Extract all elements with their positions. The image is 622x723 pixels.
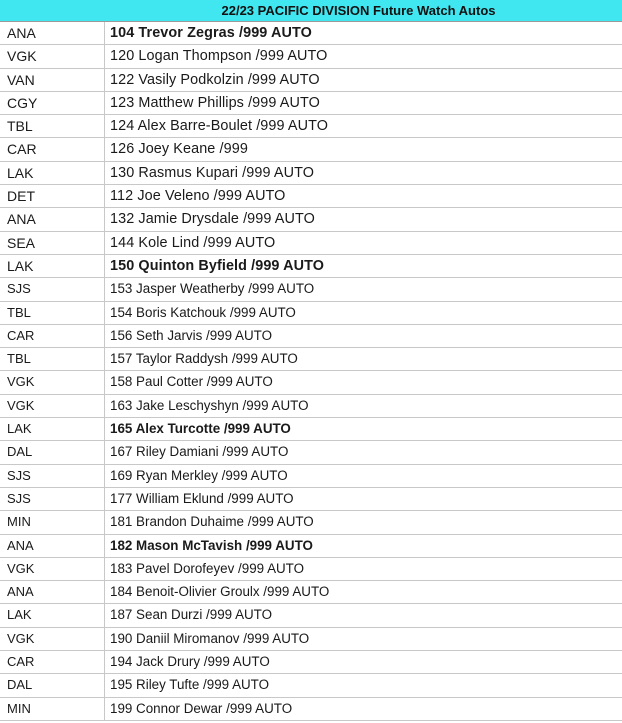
table-row[interactable] bbox=[0, 651, 622, 674]
table-row[interactable] bbox=[0, 604, 622, 627]
card-cell[interactable]: 190 Daniil Miromanov /999 AUTO bbox=[110, 630, 310, 646]
table-row[interactable] bbox=[0, 22, 622, 45]
card-cell[interactable]: 104 Trevor Zegras /999 AUTO bbox=[110, 25, 312, 41]
card-cell[interactable]: 199 Connor Dewar /999 AUTO bbox=[110, 700, 293, 716]
card-cell[interactable]: 130 Rasmus Kupari /999 AUTO bbox=[110, 164, 315, 181]
table-row[interactable] bbox=[0, 302, 622, 325]
team-cell[interactable]: MIN bbox=[0, 698, 105, 720]
card-cell[interactable]: 153 Jasper Weatherby /999 AUTO bbox=[110, 281, 315, 297]
card-cell[interactable]: 163 Jake Leschyshyn /999 AUTO bbox=[110, 397, 309, 413]
table-row[interactable] bbox=[0, 255, 622, 278]
team-cell[interactable]: DAL bbox=[0, 674, 105, 696]
table-row[interactable] bbox=[0, 371, 622, 394]
card-cell[interactable]: 169 Ryan Merkley /999 AUTO bbox=[110, 467, 288, 483]
table-row[interactable] bbox=[0, 138, 622, 161]
table-row[interactable] bbox=[0, 465, 622, 488]
card-cell[interactable]: 154 Boris Katchouk /999 AUTO bbox=[110, 304, 296, 320]
card-cell[interactable]: 144 Kole Lind /999 AUTO bbox=[110, 234, 276, 251]
card-cell[interactable]: 122 Vasily Podkolzin /999 AUTO bbox=[110, 71, 320, 88]
table-row[interactable] bbox=[0, 674, 622, 697]
team-cell[interactable]: VGK bbox=[0, 371, 105, 393]
table-row[interactable] bbox=[0, 535, 622, 558]
table-row[interactable] bbox=[0, 325, 622, 348]
team-cell[interactable]: SJS bbox=[0, 488, 105, 510]
team-cell[interactable]: CAR bbox=[0, 138, 105, 160]
table-row[interactable] bbox=[0, 69, 622, 92]
table-row[interactable] bbox=[0, 185, 622, 208]
team-cell[interactable]: SJS bbox=[0, 465, 105, 487]
card-cell[interactable]: 183 Pavel Dorofeyev /999 AUTO bbox=[110, 560, 305, 576]
card-cell[interactable]: 150 Quinton Byfield /999 AUTO bbox=[110, 257, 325, 274]
card-cell[interactable]: 112 Joe Veleno /999 AUTO bbox=[110, 188, 286, 205]
table-row[interactable] bbox=[0, 348, 622, 371]
card-cell[interactable]: 165 Alex Turcotte /999 AUTO bbox=[110, 421, 291, 437]
team-cell[interactable]: SJS bbox=[0, 278, 105, 300]
team-cell[interactable]: ANA bbox=[0, 535, 105, 557]
table-row[interactable] bbox=[0, 558, 622, 581]
table-row[interactable] bbox=[0, 45, 622, 68]
table-row[interactable] bbox=[0, 278, 622, 301]
card-cell[interactable]: 187 Sean Durzi /999 AUTO bbox=[110, 607, 273, 623]
team-cell[interactable]: VGK bbox=[0, 395, 105, 417]
card-cell[interactable]: 177 William Eklund /999 AUTO bbox=[110, 490, 294, 506]
card-cell[interactable]: 194 Jack Drury /999 AUTO bbox=[110, 654, 270, 670]
card-cell[interactable]: 182 Mason McTavish /999 AUTO bbox=[110, 537, 313, 553]
team-cell[interactable]: LAK bbox=[0, 418, 105, 440]
card-cell[interactable]: 157 Taylor Raddysh /999 AUTO bbox=[110, 351, 298, 367]
team-cell[interactable]: ANA bbox=[0, 22, 105, 44]
table-row[interactable] bbox=[0, 208, 622, 231]
card-cell[interactable]: 156 Seth Jarvis /999 AUTO bbox=[110, 327, 273, 343]
rows-container bbox=[0, 22, 622, 721]
card-cell[interactable]: 181 Brandon Duhaime /999 AUTO bbox=[110, 514, 314, 530]
card-cell[interactable]: 123 Matthew Phillips /999 AUTO bbox=[110, 94, 320, 111]
team-cell[interactable]: TBL bbox=[0, 115, 105, 137]
team-cell[interactable]: SEA bbox=[0, 232, 105, 254]
team-cell[interactable]: VGK bbox=[0, 558, 105, 580]
card-cell[interactable]: 167 Riley Damiani /999 AUTO bbox=[110, 444, 289, 460]
team-cell[interactable]: VGK bbox=[0, 628, 105, 650]
table-row[interactable] bbox=[0, 92, 622, 115]
table-row[interactable] bbox=[0, 115, 622, 138]
table-row[interactable] bbox=[0, 698, 622, 721]
card-cell[interactable]: 124 Alex Barre-Boulet /999 AUTO bbox=[110, 118, 329, 135]
card-cell[interactable]: 184 Benoit-Olivier Groulx /999 AUTO bbox=[110, 584, 330, 600]
sheet-title: 22/23 PACIFIC DIVISION Future Watch Autos bbox=[0, 0, 622, 22]
team-cell[interactable]: CAR bbox=[0, 651, 105, 673]
team-cell[interactable]: CAR bbox=[0, 325, 105, 347]
team-cell[interactable]: LAK bbox=[0, 604, 105, 626]
team-cell[interactable]: VGK bbox=[0, 45, 105, 67]
team-cell[interactable]: DAL bbox=[0, 441, 105, 463]
card-cell[interactable]: 132 Jamie Drysdale /999 AUTO bbox=[110, 211, 315, 228]
card-cell[interactable]: 126 Joey Keane /999 bbox=[110, 141, 248, 158]
table-row[interactable] bbox=[0, 232, 622, 255]
team-cell[interactable]: CGY bbox=[0, 92, 105, 114]
team-cell[interactable]: VAN bbox=[0, 69, 105, 91]
team-cell[interactable]: LAK bbox=[0, 255, 105, 277]
card-cell[interactable]: 120 Logan Thompson /999 AUTO bbox=[110, 48, 328, 65]
table-row[interactable] bbox=[0, 488, 622, 511]
table-row[interactable] bbox=[0, 162, 622, 185]
card-cell[interactable]: 195 Riley Tufte /999 AUTO bbox=[110, 677, 270, 693]
team-cell[interactable]: MIN bbox=[0, 511, 105, 533]
table-row[interactable] bbox=[0, 511, 622, 534]
team-cell[interactable]: TBL bbox=[0, 302, 105, 324]
team-cell[interactable]: ANA bbox=[0, 208, 105, 230]
table-row[interactable] bbox=[0, 418, 622, 441]
table-row[interactable] bbox=[0, 441, 622, 464]
table-row[interactable] bbox=[0, 581, 622, 604]
team-cell[interactable]: ANA bbox=[0, 581, 105, 603]
team-cell[interactable]: LAK bbox=[0, 162, 105, 184]
team-cell[interactable]: DET bbox=[0, 185, 105, 207]
table-row[interactable] bbox=[0, 395, 622, 418]
card-cell[interactable]: 158 Paul Cotter /999 AUTO bbox=[110, 374, 273, 390]
table-row[interactable] bbox=[0, 628, 622, 651]
team-cell[interactable]: TBL bbox=[0, 348, 105, 370]
